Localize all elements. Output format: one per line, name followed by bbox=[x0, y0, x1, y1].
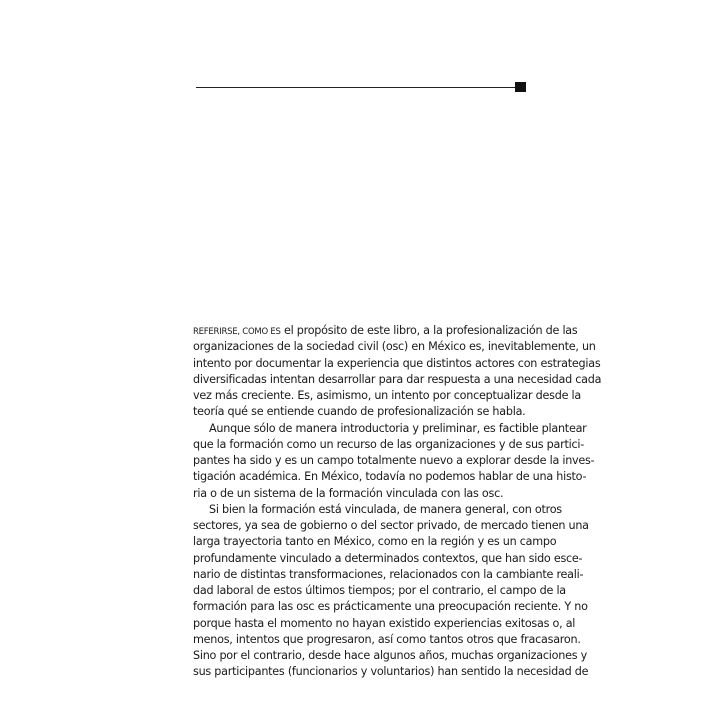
line-text: nario de distintas transformaciones, relacionados con la cambiante reali- bbox=[193, 567, 584, 581]
text-line bbox=[193, 664, 589, 680]
text-line bbox=[193, 518, 589, 534]
line-text: dad laboral de estos últimos tiempos; por el contrario, el campo de la bbox=[193, 584, 566, 597]
line-text: diversificadas intentan desarrollar para dar respuesta a una necesidad cada bbox=[193, 372, 602, 386]
header-rule bbox=[196, 87, 516, 88]
line-text: vez más creciente. Es, asimismo, un intento por conceptualizar desde la bbox=[193, 389, 581, 402]
text-line bbox=[193, 648, 587, 664]
line-text: pantes ha sido y es un campo totalmente nuevo a explorar desde la inves- bbox=[193, 454, 595, 467]
text-line bbox=[193, 632, 581, 648]
line-text: larga trayectoria tanto en México, como en la región y es un campo bbox=[193, 535, 557, 549]
line-text: Si bien la formación está vinculada, de manera general, con otros bbox=[209, 502, 562, 516]
text-line bbox=[193, 551, 583, 567]
line-text: porque hasta el momento no hayan existido experiencias exitosas o, al bbox=[193, 616, 576, 630]
text-line bbox=[193, 388, 581, 404]
text-line bbox=[193, 453, 595, 469]
line-text: Sino por el contrario, desde hace algunos años, muchas organizaciones y bbox=[193, 649, 587, 662]
text-line bbox=[193, 356, 601, 372]
line-text: organizaciones de la sociedad civil (osc) en México es, inevitablemente, un bbox=[193, 340, 596, 354]
line-text: profundamente vinculado a determinados contextos, que han sido esce- bbox=[193, 551, 583, 565]
line-text: teoría qué se entiende cuando de profesionalización se habla. bbox=[193, 405, 526, 419]
text-line bbox=[193, 616, 576, 632]
text-line bbox=[193, 404, 527, 420]
line-text: sus participantes (funcionarios y voluntarios) han sentido la necesidad de bbox=[193, 665, 589, 679]
text-line bbox=[193, 372, 602, 388]
header-square-mark bbox=[515, 82, 526, 92]
text-line bbox=[193, 583, 566, 599]
line-text: formación para las osc es prácticamente una preocupación reciente. Y no bbox=[193, 600, 588, 614]
body-text bbox=[193, 323, 602, 681]
line-text: Aunque sólo de manera introductoria y preliminar, es factible plantear bbox=[209, 421, 587, 435]
lead-smallcaps: REFERIRSE, COMO ES bbox=[193, 327, 281, 337]
line-text: que la formación como un recurso de las organizaciones y de sus partici- bbox=[193, 437, 585, 451]
text-line bbox=[193, 437, 585, 453]
line-text: tigación académica. En México, todavía no podemos hablar de una histo- bbox=[193, 470, 587, 484]
text-line bbox=[193, 339, 596, 355]
text-line bbox=[193, 599, 588, 615]
text-line bbox=[193, 323, 578, 339]
line-text: sectores, ya sea de gobierno o del sector privado, de mercado tienen una bbox=[193, 519, 589, 532]
line-text: intento por documentar la experiencia que distintos actores con estrategias bbox=[193, 356, 601, 370]
line-text: menos, intentos que progresaron, así como tantos otros que fracasaron. bbox=[193, 632, 581, 646]
text-line bbox=[193, 502, 562, 518]
text-line bbox=[193, 421, 587, 437]
text-line bbox=[193, 469, 587, 485]
text-line bbox=[193, 534, 557, 550]
text-line bbox=[193, 567, 584, 583]
text-line bbox=[193, 486, 527, 502]
line-text: ria o de un sistema de la formación vinculada con las osc. bbox=[193, 486, 504, 500]
line-text: el propósito de este libro, a la profesionalización de las bbox=[280, 324, 578, 337]
